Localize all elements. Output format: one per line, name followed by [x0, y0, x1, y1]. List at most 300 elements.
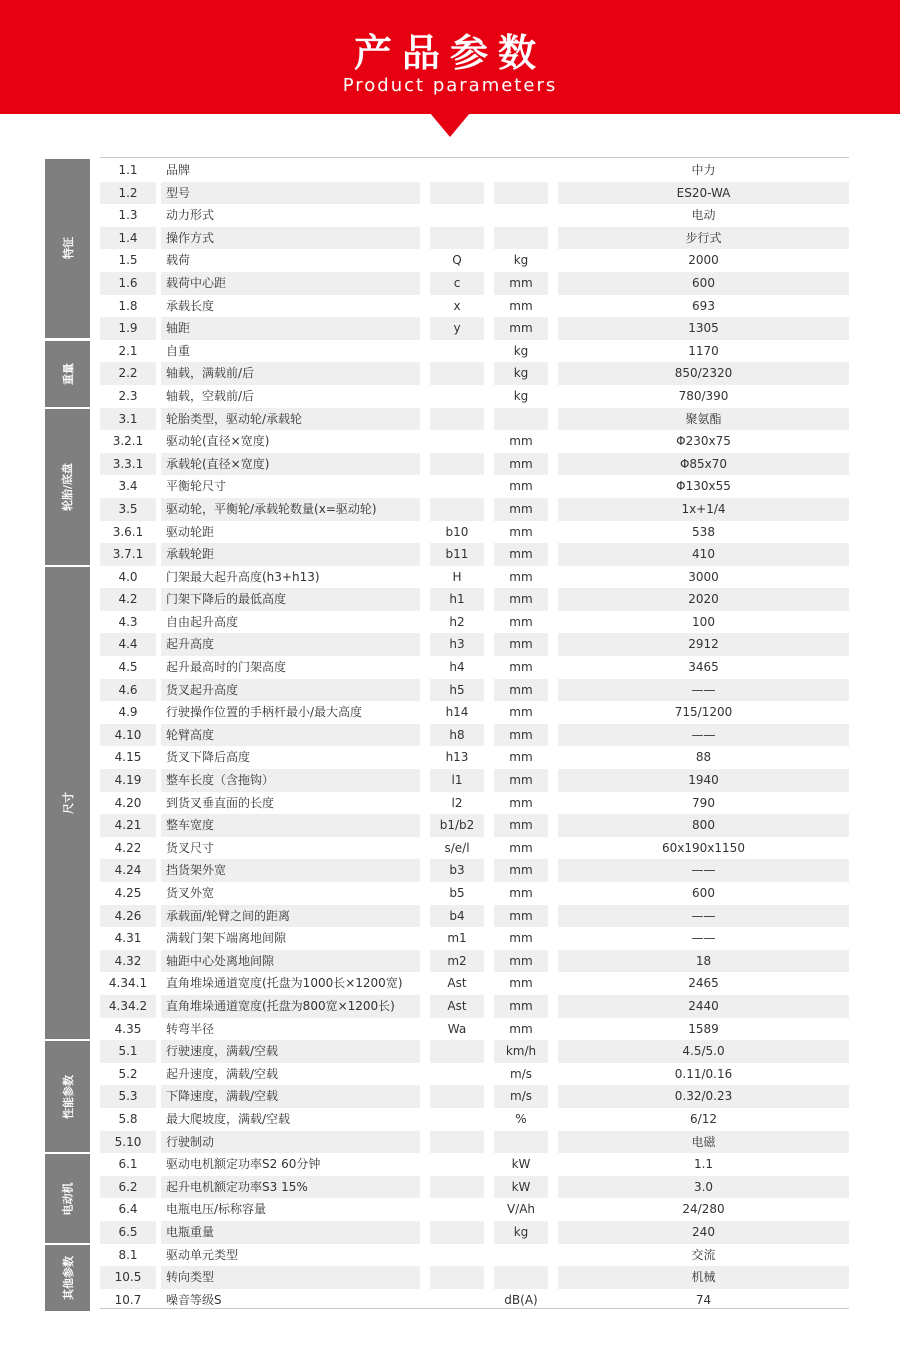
- param-symbol: [430, 453, 484, 476]
- param-name: 型号: [161, 182, 420, 205]
- table-row: [100, 905, 849, 928]
- param-symbol: [430, 1153, 484, 1176]
- param-value: 410: [558, 543, 849, 566]
- param-value: Φ85x70: [558, 453, 849, 476]
- param-value: ——: [558, 905, 849, 928]
- param-unit: mm: [509, 931, 533, 946]
- param-symbol: b11: [430, 543, 484, 566]
- row-number: 6.1: [118, 1157, 138, 1172]
- param-unit: mm: [509, 795, 533, 810]
- param-unit: dB(A): [504, 1292, 538, 1307]
- param-symbol: h1: [430, 588, 484, 611]
- param-unit: mm: [494, 950, 548, 973]
- param-name: 载荷中心距: [161, 272, 420, 295]
- param-value: 800: [558, 814, 849, 837]
- table-row: [100, 611, 849, 634]
- table-row: [100, 1108, 849, 1131]
- param-symbol: h5: [430, 679, 484, 702]
- table-row: [100, 769, 849, 792]
- param-unit: mm: [509, 569, 533, 584]
- param-value: 2465: [688, 976, 719, 991]
- row-number: 4.22: [114, 840, 142, 855]
- header-banner: [0, 0, 900, 114]
- param-name: 噪音等级S: [166, 1292, 222, 1307]
- row-number: 4.0: [118, 569, 138, 584]
- row-number: 4.26: [100, 905, 156, 928]
- category-group: [45, 1041, 90, 1152]
- param-symbol: Ast: [447, 976, 467, 991]
- row-number: 4.24: [100, 859, 156, 882]
- param-symbol: b10: [445, 524, 469, 539]
- row-number: 5.3: [100, 1085, 156, 1108]
- param-unit: m/s: [494, 1085, 548, 1108]
- param-value: 790: [692, 795, 715, 810]
- param-symbol: [430, 204, 484, 227]
- table-row: [100, 972, 849, 995]
- param-unit: mm: [494, 679, 548, 702]
- param-symbol: h2: [449, 614, 465, 629]
- param-symbol: [430, 1085, 484, 1108]
- param-value: 100: [692, 614, 715, 629]
- param-value: 2020: [558, 588, 849, 611]
- param-value: 交流: [691, 1247, 716, 1262]
- param-name: 转弯半径: [166, 1021, 215, 1036]
- param-name: 门架最大起升高度(h3+h13): [166, 569, 320, 584]
- row-number: 1.1: [118, 163, 138, 177]
- table-row: [100, 746, 849, 769]
- row-number: 4.10: [100, 724, 156, 747]
- param-symbol: b3: [430, 859, 484, 882]
- table-row: [100, 204, 849, 227]
- row-number: 5.1: [100, 1040, 156, 1063]
- param-name: 挡货架外宽: [161, 859, 420, 882]
- category-label: 尺寸: [61, 792, 75, 815]
- param-unit: mm: [494, 814, 548, 837]
- param-name: 驱动电机额定功率S2 60分钟: [166, 1157, 321, 1172]
- param-symbol: h4: [449, 660, 465, 675]
- param-unit: mm: [494, 769, 548, 792]
- param-value: Φ130x55: [676, 479, 731, 494]
- param-name: 驱动单元类型: [166, 1247, 239, 1262]
- param-name: 电瓶重量: [161, 1221, 420, 1244]
- param-unit: [494, 159, 548, 182]
- row-number: 3.3.1: [100, 453, 156, 476]
- row-number: 2.1: [118, 343, 138, 358]
- param-value: 600: [558, 272, 849, 295]
- param-symbol: b5: [449, 886, 465, 900]
- param-name: 到货叉垂直面的长度: [166, 795, 275, 810]
- table-row: [100, 566, 849, 589]
- param-unit: [494, 408, 548, 431]
- param-value: 693: [692, 298, 715, 313]
- param-symbol: [430, 475, 484, 498]
- param-name: 品牌: [166, 163, 191, 177]
- param-name: 行驶制动: [161, 1131, 420, 1154]
- param-symbol: h8: [430, 724, 484, 747]
- category-label: 性能参数: [61, 1074, 75, 1119]
- param-unit: mm: [494, 905, 548, 928]
- param-unit: mm: [494, 588, 548, 611]
- param-value: 4.5/5.0: [558, 1040, 849, 1063]
- category-group: [45, 1154, 90, 1242]
- table-row: [100, 1244, 849, 1267]
- param-symbol: H: [452, 569, 462, 584]
- param-unit: kg: [494, 362, 548, 385]
- param-value: 0.32/0.23: [558, 1085, 849, 1108]
- row-number: 1.9: [100, 317, 156, 340]
- category-group: [45, 409, 90, 565]
- param-symbol: h14: [445, 705, 469, 720]
- param-unit: mm: [494, 724, 548, 747]
- param-name: 轴载，满载前/后: [161, 362, 420, 385]
- param-symbol: c: [430, 272, 484, 295]
- table-row: [100, 859, 849, 882]
- row-number: 4.25: [114, 886, 142, 900]
- param-value: 2440: [558, 995, 849, 1018]
- param-symbol: [430, 182, 484, 205]
- table-row: [100, 882, 849, 905]
- row-number: 4.6: [100, 679, 156, 702]
- param-unit: [494, 182, 548, 205]
- param-unit: mm: [509, 1021, 533, 1036]
- row-number: 4.4: [100, 633, 156, 656]
- param-symbol: [430, 1131, 484, 1154]
- param-name: 整车宽度: [161, 814, 420, 837]
- banner-notch: [430, 113, 470, 137]
- param-unit: [494, 1131, 548, 1154]
- param-name: 驱动轮距: [166, 524, 215, 539]
- param-symbol: [430, 159, 484, 182]
- param-name: 最大爬坡度，满载/空载: [166, 1111, 291, 1126]
- param-name: 满载门架下端离地间隙: [166, 931, 287, 946]
- param-unit: mm: [509, 524, 533, 539]
- table-row: [100, 430, 849, 453]
- param-unit: mm: [494, 453, 548, 476]
- row-number: 10.7: [114, 1292, 142, 1307]
- param-unit: kg: [513, 388, 529, 403]
- param-value: 1589: [688, 1021, 719, 1036]
- row-number: 4.31: [114, 931, 142, 946]
- param-value: 6/12: [690, 1111, 717, 1126]
- table-row: [100, 633, 849, 656]
- param-symbol: [430, 408, 484, 431]
- table-row: [100, 408, 849, 431]
- param-unit: mm: [494, 272, 548, 295]
- param-value: ES20-WA: [558, 182, 849, 205]
- table-row: [100, 1040, 849, 1063]
- row-number: 3.1: [100, 408, 156, 431]
- param-value: 电动: [691, 208, 716, 223]
- param-name: 载荷: [166, 253, 191, 268]
- param-name: 门架下降后的最低高度: [161, 588, 420, 611]
- param-value: ——: [691, 931, 716, 946]
- param-name: 直角堆垛通道宽度(托盘为1000长×1200宽): [166, 976, 403, 991]
- table-row: [100, 995, 849, 1018]
- param-value: 74: [695, 1292, 712, 1307]
- param-unit: [494, 204, 548, 227]
- table-row: [100, 1221, 849, 1244]
- param-unit: m/s: [510, 1066, 532, 1081]
- param-symbol: [430, 1040, 484, 1063]
- row-number: 3.5: [100, 498, 156, 521]
- table-row: [100, 679, 849, 702]
- param-unit: mm: [494, 995, 548, 1018]
- param-symbol: [430, 1266, 484, 1289]
- param-symbol: [430, 1108, 484, 1131]
- param-symbol: Wa: [447, 1021, 467, 1036]
- param-value: 88: [695, 750, 712, 765]
- param-name: 下降速度，满载/空载: [161, 1085, 420, 1108]
- table-row: [100, 792, 849, 815]
- param-unit: %: [515, 1111, 527, 1126]
- table-row: [100, 1085, 849, 1108]
- param-name: 轴载，空载前/后: [166, 388, 255, 403]
- row-number: 3.6.1: [112, 524, 144, 539]
- category-label: 其他参数: [61, 1255, 75, 1300]
- param-value: 24/280: [682, 1202, 725, 1217]
- param-unit: mm: [494, 317, 548, 340]
- param-name: 动力形式: [166, 208, 215, 223]
- param-name: 行驶速度，满载/空载: [161, 1040, 420, 1063]
- param-value: 聚氨酯: [558, 408, 849, 431]
- param-unit: mm: [494, 498, 548, 521]
- param-unit: kW: [511, 1157, 531, 1172]
- param-value: 机械: [558, 1266, 849, 1289]
- table-row: [100, 1131, 849, 1154]
- table-bottom-rule: [100, 1308, 849, 1309]
- param-unit: mm: [509, 479, 533, 494]
- param-unit: kW: [494, 1176, 548, 1199]
- table-row: [100, 498, 849, 521]
- param-name: 起升高度: [161, 633, 420, 656]
- row-number: 6.2: [100, 1176, 156, 1199]
- param-value: 1940: [558, 769, 849, 792]
- param-name: 自重: [166, 343, 191, 358]
- row-number: 5.10: [100, 1131, 156, 1154]
- param-symbol: [430, 385, 484, 408]
- param-value: 240: [558, 1221, 849, 1244]
- table-row: [100, 340, 849, 363]
- table-row: [100, 701, 849, 724]
- param-unit: mm: [509, 705, 533, 720]
- param-symbol: s/e/l: [444, 840, 470, 855]
- parameter-table: [100, 159, 849, 1311]
- category-label: 重量: [61, 362, 75, 385]
- param-value: 60x190x1150: [662, 840, 745, 855]
- param-name: 货叉起升高度: [161, 679, 420, 702]
- param-symbol: h13: [445, 750, 469, 765]
- param-unit: km/h: [494, 1040, 548, 1063]
- table-row: [100, 1153, 849, 1176]
- param-symbol: Q: [452, 253, 462, 268]
- category-group: [45, 567, 90, 1040]
- category-label: 电动机: [61, 1182, 75, 1216]
- row-number: 4.2: [100, 588, 156, 611]
- param-name: 承载轮距: [161, 543, 420, 566]
- param-name: 起升最高时的门架高度: [166, 660, 287, 675]
- param-value: Φ230x75: [676, 434, 731, 449]
- row-number: 4.3: [118, 614, 138, 629]
- row-number: 3.2.1: [112, 434, 144, 449]
- param-unit: [494, 1266, 548, 1289]
- param-name: 操作方式: [161, 227, 420, 250]
- param-symbol: [430, 227, 484, 250]
- param-unit: mm: [509, 434, 533, 449]
- param-symbol: [430, 1198, 484, 1221]
- param-value: 3465: [688, 660, 719, 675]
- param-unit: mm: [509, 750, 533, 765]
- table-row: [100, 1266, 849, 1289]
- table-row: [100, 272, 849, 295]
- row-number: 5.2: [118, 1066, 138, 1081]
- param-unit: mm: [494, 633, 548, 656]
- table-row: [100, 724, 849, 747]
- param-value: ——: [558, 679, 849, 702]
- param-name: 平衡轮尺寸: [166, 479, 227, 494]
- row-number: 4.19: [100, 769, 156, 792]
- param-unit: kg: [513, 343, 529, 358]
- param-symbol: [430, 340, 484, 363]
- table-row: [100, 521, 849, 544]
- category-label: 轮胎/底盘: [61, 462, 75, 511]
- row-number: 4.15: [114, 750, 142, 765]
- row-number: 2.3: [118, 388, 138, 403]
- table-row: [100, 249, 849, 272]
- param-value: 1305: [558, 317, 849, 340]
- table-row: [100, 475, 849, 498]
- param-symbol: [430, 498, 484, 521]
- table-row: [100, 543, 849, 566]
- param-symbol: [430, 362, 484, 385]
- row-number: 3.7.1: [100, 543, 156, 566]
- param-name: 自由起升高度: [166, 614, 239, 629]
- param-name: 货叉尺寸: [166, 840, 215, 855]
- param-symbol: b1/b2: [430, 814, 484, 837]
- param-unit: mm: [509, 886, 533, 900]
- table-row: [100, 656, 849, 679]
- table-row: [100, 927, 849, 950]
- param-value: 2000: [688, 253, 719, 268]
- table-row: [100, 159, 849, 182]
- param-value: 1.1: [693, 1157, 714, 1172]
- param-unit: mm: [509, 976, 533, 991]
- row-number: 2.2: [100, 362, 156, 385]
- param-value: 0.11/0.16: [674, 1066, 733, 1081]
- param-name: 起升电机额定功率S3 15%: [161, 1176, 420, 1199]
- param-unit: mm: [494, 859, 548, 882]
- param-symbol: h3: [430, 633, 484, 656]
- param-unit: kg: [513, 253, 529, 268]
- param-name: 轴距中心处离地间隙: [161, 950, 420, 973]
- row-number: 5.8: [118, 1111, 138, 1126]
- table-row: [100, 814, 849, 837]
- param-unit: V/Ah: [506, 1202, 536, 1217]
- row-number: 1.8: [118, 298, 138, 313]
- row-number: 6.5: [100, 1221, 156, 1244]
- page-title: 产品参数: [353, 31, 546, 75]
- param-value: 18: [558, 950, 849, 973]
- param-unit: kg: [494, 1221, 548, 1244]
- param-name: 轮臂高度: [161, 724, 420, 747]
- row-number: 4.34.2: [100, 995, 156, 1018]
- param-symbol: m1: [447, 931, 467, 946]
- table-row: [100, 1176, 849, 1199]
- param-symbol: [430, 430, 484, 453]
- table-row: [100, 453, 849, 476]
- table-row: [100, 295, 849, 318]
- param-value: 2912: [558, 633, 849, 656]
- param-name: 直角堆垛通道宽度(托盘为800宽×1200长): [161, 995, 420, 1018]
- param-symbol: [430, 1176, 484, 1199]
- param-name: 货叉下降后高度: [166, 750, 251, 765]
- param-value: 715/1200: [674, 705, 733, 720]
- category-sidebar: [45, 159, 90, 1309]
- table-row: [100, 950, 849, 973]
- param-name: 驱动轮，平衡轮/承载轮数量(x=驱动轮): [161, 498, 420, 521]
- table-row: [100, 837, 849, 860]
- table-row: [100, 385, 849, 408]
- table-row: [100, 317, 849, 340]
- param-name: 行驶操作位置的手柄杆最小/最大高度: [166, 705, 363, 720]
- row-number: 1.6: [100, 272, 156, 295]
- param-value: 600: [692, 886, 715, 900]
- row-number: 4.34.1: [108, 976, 148, 991]
- param-name: 电瓶电压/标称容量: [166, 1202, 267, 1217]
- param-unit: [494, 1244, 548, 1267]
- row-number: 8.1: [118, 1247, 138, 1262]
- row-number: 4.32: [100, 950, 156, 973]
- category-group: [45, 159, 90, 338]
- row-number: 1.5: [118, 253, 138, 268]
- param-symbol: m2: [430, 950, 484, 973]
- param-symbol: b4: [430, 905, 484, 928]
- param-value: 850/2320: [558, 362, 849, 385]
- param-value: 3000: [688, 569, 719, 584]
- row-number: 6.4: [118, 1202, 138, 1217]
- row-number: 4.20: [114, 795, 142, 810]
- category-group: [45, 1245, 90, 1311]
- table-row: [100, 227, 849, 250]
- row-number: 4.21: [100, 814, 156, 837]
- param-value: ——: [558, 859, 849, 882]
- table-row: [100, 1018, 849, 1041]
- param-symbol: l2: [451, 795, 463, 810]
- param-value: 中力: [691, 163, 716, 177]
- row-number: 3.4: [118, 479, 138, 494]
- param-symbol: [430, 1244, 484, 1267]
- param-name: 承载面/轮臂之间的距离: [161, 905, 420, 928]
- param-value: 780/390: [678, 388, 729, 403]
- param-unit: [494, 227, 548, 250]
- param-value: 电磁: [558, 1131, 849, 1154]
- category-group: [45, 341, 90, 407]
- row-number: 1.4: [100, 227, 156, 250]
- param-name: 货叉外宽: [166, 886, 215, 900]
- param-name: 承载轮(直径×宽度): [161, 453, 420, 476]
- row-number: 1.2: [100, 182, 156, 205]
- param-symbol: y: [430, 317, 484, 340]
- param-unit: mm: [509, 614, 533, 629]
- param-value: 步行式: [558, 227, 849, 250]
- param-name: 承载长度: [166, 298, 215, 313]
- row-number: 4.35: [114, 1021, 142, 1036]
- table-row: [100, 182, 849, 205]
- row-number: 4.5: [118, 660, 138, 675]
- param-symbol: Ast: [430, 995, 484, 1018]
- param-value: 1170: [688, 343, 719, 358]
- param-symbol: [430, 1063, 484, 1086]
- param-name: 轮胎类型，驱动轮/承载轮: [161, 408, 420, 431]
